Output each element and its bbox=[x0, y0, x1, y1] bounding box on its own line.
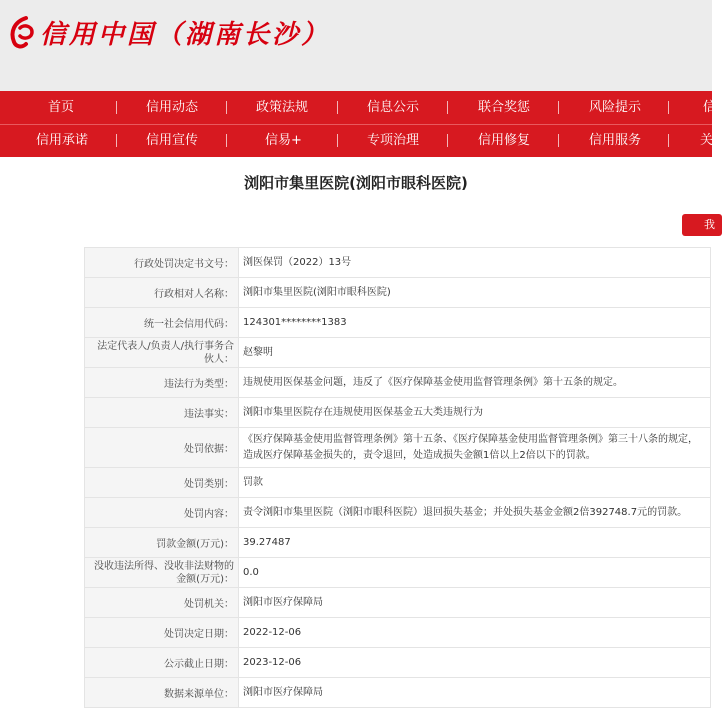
field-label: 法定代表人/负责人/执行事务合伙人： bbox=[85, 338, 239, 368]
field-label: 没收违法所得、没收非法财物的金额(万元)： bbox=[85, 558, 239, 588]
field-value: 罚款 bbox=[239, 468, 711, 498]
nav-item-risk-alert[interactable]: 风险提示 bbox=[589, 100, 642, 115]
field-label: 行政相对人名称： bbox=[85, 278, 239, 308]
site-logo[interactable] bbox=[6, 12, 330, 52]
nav-item-publicity[interactable]: 信用宣传 bbox=[146, 133, 199, 148]
nav-separator bbox=[668, 101, 669, 114]
table-row bbox=[85, 588, 711, 618]
field-label: 数据来源单位： bbox=[85, 678, 239, 708]
logo-text: 信用中国（湖南长沙） bbox=[40, 19, 331, 50]
table-row bbox=[85, 618, 711, 648]
action-button[interactable]: 我 bbox=[682, 214, 722, 236]
nav-row-primary bbox=[0, 91, 717, 125]
table-row bbox=[85, 278, 711, 308]
field-value: 39.27487 bbox=[239, 528, 711, 558]
nav-separator bbox=[226, 134, 227, 147]
field-label: 罚款金额(万元)： bbox=[85, 528, 239, 558]
field-value: 《医疗保障基金使用监督管理条例》第十五条、《医疗保障基金使用监督管理条例》第三十八条的规定，造成医疗保障基金损失的，责令退回，处造成损失金额1倍以上2倍以下的罚款。 bbox=[239, 428, 711, 468]
field-value: 浏阳市集里医院存在违规使用医保基金五大类违规行为 bbox=[239, 398, 711, 428]
field-value: 124301********1383 bbox=[239, 308, 711, 338]
nav-item-special-governance[interactable]: 专项治理 bbox=[367, 133, 420, 148]
table-row bbox=[85, 558, 711, 588]
nav-separator bbox=[337, 134, 338, 147]
nav-item-credit-plus[interactable]: 信易+ bbox=[265, 133, 302, 148]
nav-separator bbox=[337, 101, 338, 114]
nav-separator bbox=[558, 134, 559, 147]
main-nav bbox=[0, 91, 717, 157]
field-value: 浏阳市医疗保障局 bbox=[239, 678, 711, 708]
nav-item-commitment[interactable]: 信用承诺 bbox=[36, 133, 89, 148]
field-label: 统一社会信用代码： bbox=[85, 308, 239, 338]
nav-separator bbox=[447, 101, 448, 114]
table-row bbox=[85, 648, 711, 678]
field-label: 处罚内容： bbox=[85, 498, 239, 528]
penalty-record-table bbox=[84, 247, 711, 708]
table-row bbox=[85, 498, 711, 528]
field-value: 违规使用医保基金问题，违反了《医疗保障基金使用监督管理条例》第十五条的规定。 bbox=[239, 368, 711, 398]
nav-separator bbox=[447, 134, 448, 147]
field-value: 浏医保罚（2022）13号 bbox=[239, 248, 711, 278]
field-value: 浏阳市医疗保障局 bbox=[239, 588, 711, 618]
field-value: 2022-12-06 bbox=[239, 618, 711, 648]
table-row bbox=[85, 248, 711, 278]
nav-separator bbox=[116, 101, 117, 114]
nav-separator bbox=[116, 134, 117, 147]
nav-item-about[interactable]: 关 bbox=[700, 133, 714, 148]
field-value: 责令浏阳市集里医院（浏阳市眼科医院）退回损失基金；并处损失基金金额2倍392748.7元的罚款。 bbox=[239, 498, 711, 528]
table-row bbox=[85, 528, 711, 558]
nav-separator bbox=[668, 134, 669, 147]
nav-separator bbox=[558, 101, 559, 114]
field-label: 行政处罚决定书文号： bbox=[85, 248, 239, 278]
logo-icon bbox=[6, 14, 38, 50]
table-row bbox=[85, 468, 711, 498]
nav-item-credit-repair[interactable]: 信用修复 bbox=[478, 133, 531, 148]
field-label: 处罚依据： bbox=[85, 428, 239, 468]
field-value: 2023-12-06 bbox=[239, 648, 711, 678]
field-value: 0.0 bbox=[239, 558, 711, 588]
nav-item-rewards-penalties[interactable]: 联合奖惩 bbox=[478, 100, 531, 115]
field-label: 处罚机关： bbox=[85, 588, 239, 618]
field-value: 赵黎明 bbox=[239, 338, 711, 368]
page-title: 浏阳市集里医院(浏阳市眼科医院) bbox=[244, 174, 468, 192]
table-row bbox=[85, 308, 711, 338]
nav-item-news[interactable]: 信用动态 bbox=[146, 100, 199, 115]
nav-row-secondary bbox=[0, 124, 712, 157]
nav-item-disclosure[interactable]: 信息公示 bbox=[367, 100, 420, 115]
field-label: 处罚类别： bbox=[85, 468, 239, 498]
field-label: 公示截止日期： bbox=[85, 648, 239, 678]
nav-item-home[interactable]: 首页 bbox=[48, 100, 75, 115]
table-row bbox=[85, 428, 711, 468]
field-label: 处罚决定日期： bbox=[85, 618, 239, 648]
table-row bbox=[85, 398, 711, 428]
field-value: 浏阳市集里医院(浏阳市眼科医院) bbox=[239, 278, 711, 308]
site-header bbox=[0, 0, 712, 91]
nav-separator bbox=[226, 101, 227, 114]
nav-item-more[interactable]: 信 bbox=[703, 100, 717, 115]
nav-item-credit-service[interactable]: 信用服务 bbox=[589, 133, 642, 148]
table-row bbox=[85, 338, 711, 368]
field-label: 违法行为类型： bbox=[85, 368, 239, 398]
table-row bbox=[85, 368, 711, 398]
field-label: 违法事实： bbox=[85, 398, 239, 428]
nav-item-policy[interactable]: 政策法规 bbox=[256, 100, 309, 115]
table-row bbox=[85, 678, 711, 708]
